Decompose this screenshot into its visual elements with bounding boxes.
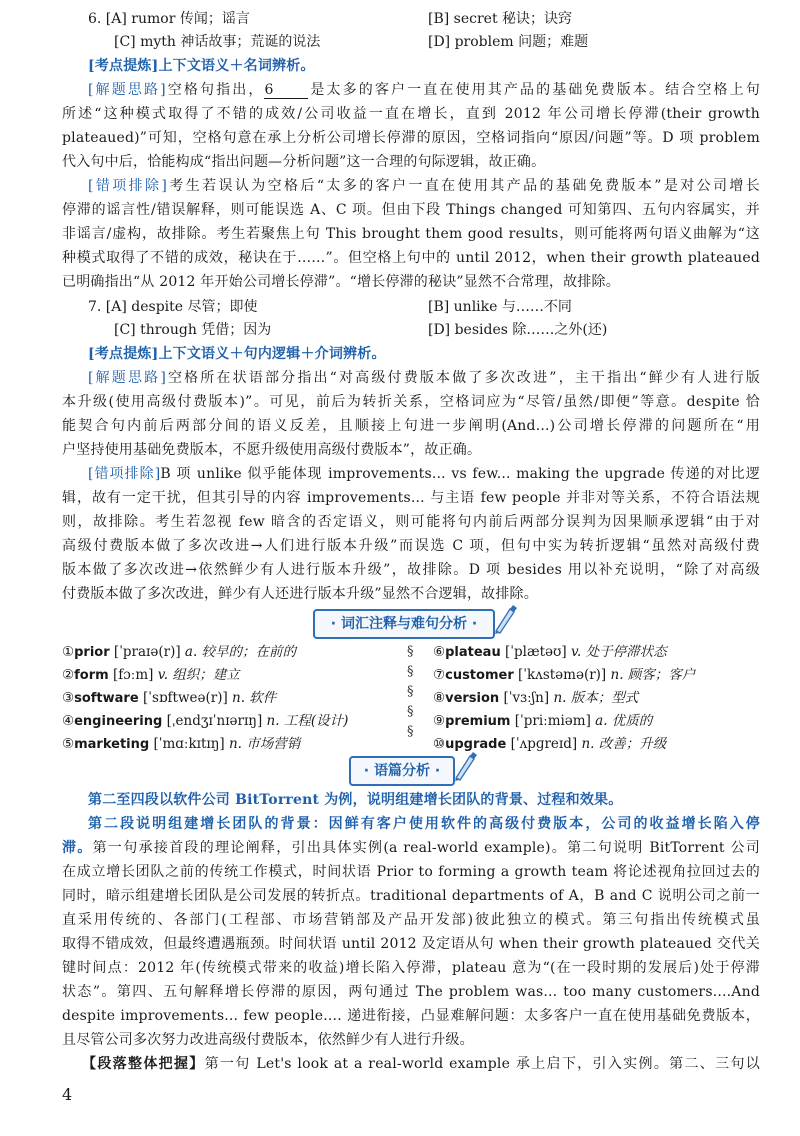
vocab-def: n. 软件 (232, 690, 277, 706)
discourse-overall-line (82, 1054, 760, 1074)
discourse-overall-tag: 【段落整体把握】 (82, 1056, 205, 1072)
vocab-item-8 (433, 688, 638, 709)
q6-cuoxiang-line-1 (88, 176, 760, 196)
q7-option-d: [D] besides 除……之外(还) (428, 322, 608, 338)
vocab-pron: [ˌendʒɪˈnɪərɪŋ] (166, 713, 263, 729)
pen-icon (492, 603, 518, 635)
q6-option-a: 6. [A] rumor 传闻；谣言 (88, 11, 250, 27)
discourse-section-heading: · 语篇分析 · (349, 756, 455, 786)
q6-kaodian-tag: [考点提炼] (88, 58, 159, 74)
vocab-word: marketing (74, 737, 150, 752)
discourse-p2-bold-end: 滞。 (62, 840, 93, 856)
vocab-num: ① (62, 644, 75, 660)
q6-jieti-line-2: 所述“这种模式取得了不错的成效/公司收益一直在增长，直到 2012 年公司增长停滞(their growth (62, 106, 760, 122)
vocab-word: prior (74, 645, 110, 660)
vocab-num: ④ (62, 713, 75, 729)
page-number: 4 (62, 1085, 73, 1104)
discourse-p2-line-1: 第二段说明组建增长团队的背景：因鲜有客户使用软件的高级付费版本，公司的收益增长陷入停 (88, 816, 760, 832)
q7-cuoxiang-line-4: 高级付费版本做了多次改进→人们进行版本升级”而误选 C 项，但句中实为转折逻辑“虽然对高级付费 (62, 538, 760, 554)
q7-cuoxiang-text: B 项 unlike 似乎能体现 improvements... vs few... making the upgrade 传递的对比逻 (160, 466, 760, 482)
q7-cuoxiang-line-3: 则，故排除。考生若忽视 few 暗含的否定语义，则可能将句内前后两部分误判为因果顺承逻辑“由于对 (62, 514, 760, 530)
q7-jieti-line-3: 能契合句内前后两部分间的语义反差，且顺接上句进一步阐明(And...)公司增长停滞的问题所在“用 (62, 418, 760, 434)
q7-cuoxiang-line-6: 付费版本做了多次改进，鲜少有人还进行版本升级”显然不合逻辑，故排除。 (62, 586, 538, 602)
discourse-p2-text: 第一句承接首段的理论阐释，引出具体实例(a real-world example)。第二句说明 BitTorrent 公司 (92, 840, 760, 856)
q6-option-b: [B] secret 秘诀；诀窍 (428, 11, 573, 27)
vocab-num: ⑨ (433, 713, 446, 729)
vocab-num: ② (62, 667, 75, 683)
vocab-def: n. 版本；型式 (553, 690, 639, 706)
vocab-def: v. 组织；建立 (157, 667, 240, 683)
q7-kaodian (88, 344, 760, 364)
discourse-intro: 第二至四段以软件公司 BitTorrent 为例，说明组建增长团队的背景、过程和效果。 (88, 792, 623, 808)
q6-jieti-line-3: plateaued)”可知，空格句意在承上分析公司增长停滞的原因，空格词指向“原因/问题”等。D 项 problem (62, 130, 760, 146)
discourse-overall-text: 第一句 Let's look at a real-world example 承上启下，引入实例。第二、三句以 (204, 1056, 760, 1072)
q7-jieti-text: 空格所在状语部分指出“对高级付费版本做了多次改进”，主干指出“鲜少有人进行版 (165, 370, 760, 386)
vocab-def: n. 改善；升级 (581, 736, 667, 752)
vocab-num: ⑧ (433, 690, 446, 706)
q6-option-d: [D] problem 问题；难题 (428, 34, 589, 50)
vocab-def: a. 优质的 (595, 713, 653, 729)
q6-jieti-text-b: 是太多的客户一直在使用其产品的基础免费版本。结合空格上句 (308, 82, 760, 98)
vocab-word: form (74, 668, 109, 683)
q7-cuoxiang-line-2: 辑，故有一定干扰，但其引导的内容 improvements... 与主语 few people 并非对等关系，不符合语法规 (62, 490, 760, 506)
column-divider: § § § § § (407, 644, 414, 739)
q7-cuoxiang-line-1 (88, 464, 760, 484)
vocab-item-7 (433, 665, 695, 686)
vocab-item-9 (433, 711, 652, 732)
q7-jieti-line-1 (88, 368, 760, 388)
discourse-p2-line-10: 且尽管公司多次努力改进高级付费版本，依然鲜少有人进行升级。 (62, 1032, 474, 1048)
vocab-num: ⑩ (433, 736, 446, 752)
vocab-item-3 (62, 688, 276, 709)
q7-jieti-tag: [解题思路] (88, 370, 166, 386)
vocab-num: ⑦ (433, 667, 446, 683)
q6-cuoxiang-line-4: 种模式取得了不错的成效，秘诀在于……”。但空格上句中的 until 2012，when their growth plateaued (62, 250, 760, 266)
vocab-pron: [ˈʌpɡreɪd] (510, 736, 578, 752)
vocab-pron: [ˈvɜːʃn] (503, 690, 550, 706)
vocab-item-4 (62, 711, 348, 732)
q6-cuoxiang-text: 考生若误认为空格后“太多的客户一直在使用其产品的基础免费版本”是对公司增长 (167, 178, 760, 194)
blank-6: 6 (264, 82, 308, 99)
vocab-pron: [ˈmɑːkɪtɪŋ] (153, 736, 225, 752)
q7-jieti-line-4: 户坚持使用基础免费版本，不愿升级使用高级付费版本”，故正确。 (62, 442, 482, 458)
q7-option-b: [B] unlike 与……不同 (428, 299, 572, 315)
discourse-p2-line-8: 状态”。第四、五句解释增长停滞的原因，两句通过 The problem was... too many customers....And (62, 984, 760, 1000)
vocab-item-5 (62, 734, 300, 755)
vocab-section-heading: · 词汇注释与难句分析 · (313, 609, 495, 639)
discourse-p2-line-3: 在成立增长团队之前的传统工作模式，时间状语 Prior to forming a growth team 将论述视角拉回过去的 (62, 864, 760, 880)
q6-kaodian-text: 上下文语义＋名词辨析。 (158, 58, 315, 74)
discourse-p2-line-6: 取得不错成效，但最终遭遇瓶颈。时间状语 until 2012 及定语从句 when their growth plateaued 交代关 (62, 936, 760, 952)
discourse-p2-line-7: 键时间点：2012 年(传统模式带来的收益)增长陷入停滞，plateau 意为“(在一段时期的发展后)处于停滞 (62, 960, 760, 976)
vocab-pron: [ˈplætəʊ] (505, 644, 567, 660)
vocab-word: software (74, 691, 139, 706)
q7-kaodian-text: 上下文语义＋句内逻辑＋介词辨析。 (158, 346, 386, 362)
vocab-word: version (445, 691, 500, 706)
vocab-def: a. 较早的；在前的 (184, 644, 297, 660)
vocab-def: n. 市场营销 (228, 736, 301, 752)
vocab-word: plateau (445, 645, 501, 660)
q6-kaodian (88, 56, 760, 76)
q7-option-c: [C] through 凭借；因为 (114, 322, 272, 338)
vocab-def: n. 工程(设计) (266, 713, 349, 729)
vocab-word: engineering (74, 714, 163, 729)
discourse-p2-line-9: despite improvements... few people.... 递进衔接，凸显难解问题：太多客户一直在使用基础免费版本， (62, 1008, 760, 1024)
q6-jieti-text-a: 空格句指出， (165, 82, 265, 98)
vocab-num: ③ (62, 690, 75, 706)
vocab-pron: [ˈkʌstəmə(r)] (518, 667, 607, 683)
q6-cuoxiang-line-5: 已明确指出“从 2012 年开始公司增长停滞”。“增长停滞的秘诀”显然不合常理，故排除。 (62, 274, 620, 290)
q7-kaodian-tag: [考点提炼] (88, 346, 159, 362)
vocab-word: customer (445, 668, 514, 683)
q6-jieti-tag: [解题思路] (88, 82, 166, 98)
q6-option-c: [C] myth 神话故事；荒诞的说法 (114, 34, 321, 50)
q7-jieti-line-2: 本升级(使用高级付费版本)”。可见，前后为转折关系，空格词应为“尽管/虽然/即便”等意。despite 恰 (62, 394, 760, 410)
q7-cuoxiang-tag: [错项排除] (88, 466, 161, 482)
q6-cuoxiang-line-3: 非谣言/虚构，故排除。考生若聚焦上句 This brought them good results，则可能将两句语义曲解为“这 (62, 226, 760, 242)
q6-jieti-line-1 (88, 80, 760, 100)
q6-cuoxiang-line-2: 停滞的谣言性/错误解释，则可能误选 A、C 项。但由下段 Things changed 可知第四、五句内容属实，并 (62, 202, 760, 218)
q7-cuoxiang-line-5: 版本做了多次改进→依然鲜少有人进行版本升级”，故排除。D 项 besides 用以补充说明，“除了对高级 (62, 562, 760, 578)
discourse-p2-line-4: 同时，暗示组建增长团队是公司发展的转折点。traditional departments of A，B and C 说明公司之前一 (62, 888, 760, 904)
vocab-pron: [ˈpriːmiəm] (514, 713, 591, 729)
vocab-word: upgrade (445, 737, 507, 752)
vocab-num: ⑥ (433, 644, 446, 660)
vocab-pron: [fɔːm] (112, 667, 154, 683)
vocab-pron: [ˈsɒftweə(r)] (142, 690, 228, 706)
discourse-p2-line-2 (62, 838, 760, 858)
q6-cuoxiang-tag: [错项排除] (88, 178, 168, 194)
vocab-num: ⑤ (62, 736, 75, 752)
vocab-item-2 (62, 665, 240, 686)
q7-option-a: 7. [A] despite 尽管；即使 (88, 299, 258, 315)
vocab-pron: [ˈpraɪə(r)] (113, 644, 181, 660)
pen-icon (452, 750, 478, 782)
vocab-word: premium (445, 714, 511, 729)
vocab-item-1 (62, 642, 296, 663)
vocab-def: n. 顾客；客户 (610, 667, 696, 683)
q6-jieti-line-4: 代入句中后，恰能构成“指出问题—分析问题”这一合理的句际逻辑，故正确。 (62, 154, 546, 170)
discourse-p2-line-5: 直采用传统的、各部门(工程部、市场营销部及产品开发部)彼此独立的模式。第三句指出传统模式虽 (62, 912, 760, 928)
vocab-item-6 (433, 642, 667, 663)
vocab-def: v. 处于停滞状态 (570, 644, 667, 660)
